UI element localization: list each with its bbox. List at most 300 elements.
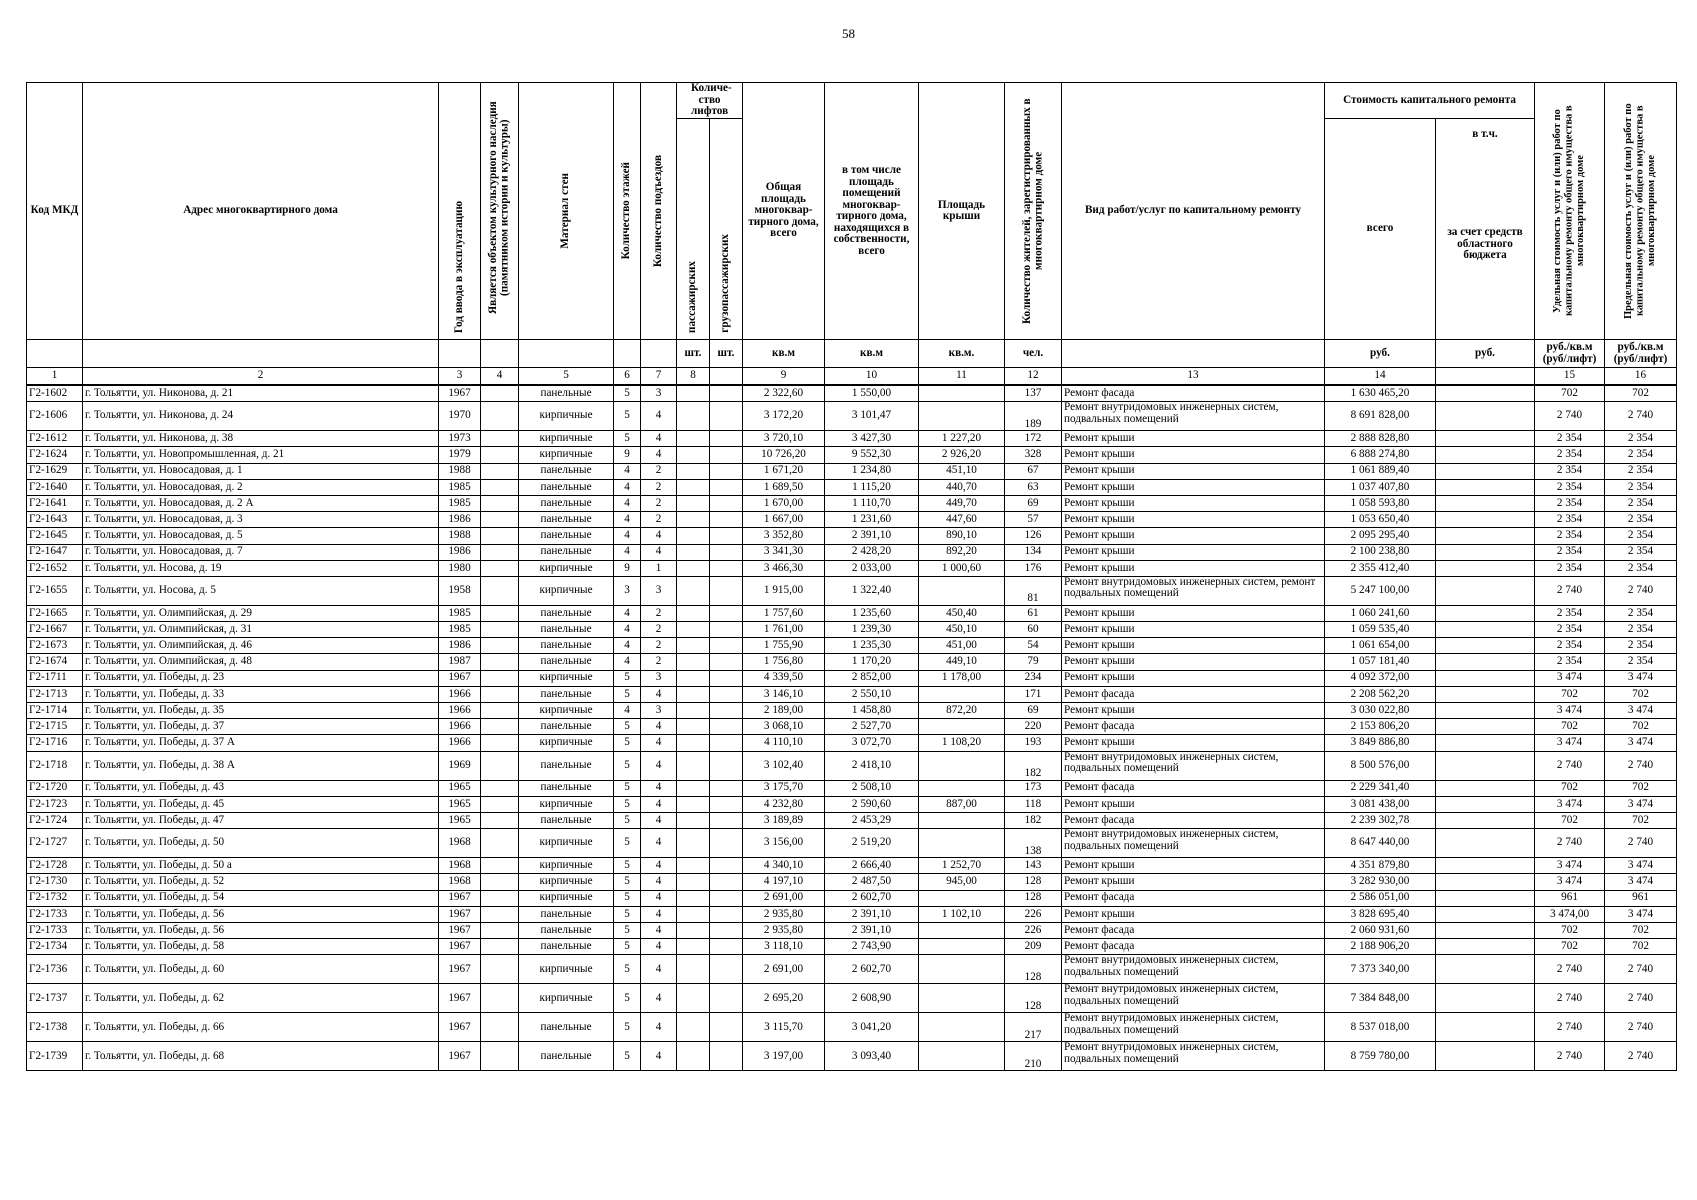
cell-cost-total: 2 153 806,20 <box>1325 719 1436 735</box>
col-number: 10 <box>825 368 919 386</box>
cell-total-area: 2 695,20 <box>743 984 825 1013</box>
cell-lifts-pass <box>677 735 710 751</box>
table-row <box>27 858 1677 874</box>
cell-lifts-pass <box>677 955 710 984</box>
table-row <box>27 560 1677 576</box>
cell-entrances: 4 <box>641 528 677 544</box>
cell-owned-area: 3 093,40 <box>825 1042 919 1071</box>
table-row <box>27 431 1677 447</box>
cell-entrances: 4 <box>641 906 677 922</box>
column-numbers <box>27 368 1677 386</box>
cell-code: Г2-1647 <box>27 544 83 560</box>
cell-max-cost: 2 740 <box>1605 984 1677 1013</box>
cell-unit-cost: 702 <box>1535 812 1605 828</box>
cell-max-cost: 2 354 <box>1605 495 1677 511</box>
table-row <box>27 984 1677 1013</box>
cell-address: г. Тольятти, ул. Победы, д. 50 <box>83 829 439 858</box>
cell-year: 1986 <box>439 512 481 528</box>
cell-material: панельные <box>519 495 614 511</box>
header-unit-cost: Удельная стоимость услуг и (или) работ по капитальному ремонту общего имущества в многоквартирном доме <box>1535 83 1605 340</box>
cell-owned-area: 1 231,60 <box>825 512 919 528</box>
header-residents: Количество жителей, зарегистрированных в многоквартирном доме <box>1005 83 1062 340</box>
cell-floors: 5 <box>614 780 641 796</box>
unit-area-roof: кв.м. <box>919 340 1005 368</box>
cell-total-area: 3 115,70 <box>743 1013 825 1042</box>
cell-material: кирпичные <box>519 874 614 890</box>
cell-unit-cost: 2 740 <box>1535 751 1605 780</box>
cell-cost-total: 1 053 650,40 <box>1325 512 1436 528</box>
cell-code: Г2-1655 <box>27 576 83 605</box>
cell-lifts-pass <box>677 402 710 431</box>
cell-roof-area: 447,60 <box>919 512 1005 528</box>
cell-floors: 5 <box>614 858 641 874</box>
cell-max-cost: 2 740 <box>1605 751 1677 780</box>
cell-heritage <box>481 703 519 719</box>
cell-floors: 4 <box>614 638 641 654</box>
cell-entrances: 4 <box>641 829 677 858</box>
col-number: 16 <box>1605 368 1677 386</box>
cell-lifts-cargo <box>710 528 743 544</box>
cell-lifts-pass <box>677 1013 710 1042</box>
cell-unit-cost: 2 354 <box>1535 654 1605 670</box>
cell-entrances: 4 <box>641 1013 677 1042</box>
cell-max-cost: 702 <box>1605 780 1677 796</box>
cell-floors: 5 <box>614 431 641 447</box>
cell-max-cost: 2 354 <box>1605 544 1677 560</box>
cell-floors: 4 <box>614 544 641 560</box>
cell-cost-total: 8 500 576,00 <box>1325 751 1436 780</box>
cell-address: г. Тольятти, ул. Олимпийская, д. 31 <box>83 622 439 638</box>
cell-max-cost: 3 474 <box>1605 906 1677 922</box>
cell-work: Ремонт крыши <box>1062 447 1325 463</box>
cell-lifts-cargo <box>710 605 743 621</box>
cell-unit-cost: 2 354 <box>1535 560 1605 576</box>
cell-total-area: 3 197,00 <box>743 1042 825 1071</box>
cell-floors: 5 <box>614 1013 641 1042</box>
cell-code: Г2-1674 <box>27 654 83 670</box>
cell-address: г. Тольятти, ул. Победы, д. 66 <box>83 1013 439 1042</box>
cell-entrances: 2 <box>641 622 677 638</box>
table-row <box>27 670 1677 686</box>
cell-lifts-pass <box>677 890 710 906</box>
header-roof-area: Площадь крыши <box>919 83 1005 340</box>
cell-material: панельные <box>519 780 614 796</box>
cell-cost-regional <box>1436 780 1535 796</box>
cell-owned-area: 9 552,30 <box>825 447 919 463</box>
cell-unit-cost: 2 740 <box>1535 829 1605 858</box>
col-number: 11 <box>919 368 1005 386</box>
cell-owned-area: 2 608,90 <box>825 984 919 1013</box>
cell-unit-cost: 2 354 <box>1535 512 1605 528</box>
cell-work: Ремонт крыши <box>1062 703 1325 719</box>
cell-year: 1985 <box>439 605 481 621</box>
cell-year: 1966 <box>439 719 481 735</box>
cell-cost-regional <box>1436 796 1535 812</box>
cell-material: панельные <box>519 1042 614 1071</box>
cell-work: Ремонт фасада <box>1062 812 1325 828</box>
cell-entrances: 2 <box>641 654 677 670</box>
cell-work: Ремонт крыши <box>1062 670 1325 686</box>
cell-work: Ремонт крыши <box>1062 479 1325 495</box>
cell-lifts-pass <box>677 495 710 511</box>
table-row <box>27 638 1677 654</box>
cell-owned-area: 1 115,20 <box>825 479 919 495</box>
cell-lifts-pass <box>677 544 710 560</box>
cell-work: Ремонт внутридомовых инженерных систем, подвальных помещений <box>1062 751 1325 780</box>
cell-lifts-cargo <box>710 890 743 906</box>
header-cost: Стоимость капитального ремонта <box>1325 83 1535 119</box>
cell-residents: 226 <box>1005 922 1062 938</box>
cell-work: Ремонт фасада <box>1062 939 1325 955</box>
cell-max-cost: 2 354 <box>1605 622 1677 638</box>
cell-heritage <box>481 858 519 874</box>
cell-year: 1979 <box>439 447 481 463</box>
cell-cost-regional <box>1436 984 1535 1013</box>
cell-cost-regional <box>1436 1042 1535 1071</box>
cell-year: 1967 <box>439 1013 481 1042</box>
cell-cost-total: 3 282 930,00 <box>1325 874 1436 890</box>
cell-residents: 128 <box>1005 984 1062 1013</box>
cell-code: Г2-1606 <box>27 402 83 431</box>
cell-unit-cost: 2 354 <box>1535 528 1605 544</box>
cell-owned-area: 3 101,47 <box>825 402 919 431</box>
cell-total-area: 2 691,00 <box>743 890 825 906</box>
cell-address: г. Тольятти, ул. Победы, д. 54 <box>83 890 439 906</box>
cell-roof-area: 451,10 <box>919 463 1005 479</box>
cell-heritage <box>481 890 519 906</box>
cell-address: г. Тольятти, ул. Никонова, д. 38 <box>83 431 439 447</box>
cell-lifts-pass <box>677 984 710 1013</box>
cell-owned-area: 2 666,40 <box>825 858 919 874</box>
cell-lifts-pass <box>677 829 710 858</box>
cell-floors: 5 <box>614 1042 641 1071</box>
cell-residents: 54 <box>1005 638 1062 654</box>
col-number: 1 <box>27 368 83 386</box>
cell-year: 1986 <box>439 638 481 654</box>
cell-address: г. Тольятти, ул. Победы, д. 38 А <box>83 751 439 780</box>
cell-floors: 3 <box>614 576 641 605</box>
table-body <box>27 385 1677 1071</box>
cell-owned-area: 2 590,60 <box>825 796 919 812</box>
cell-max-cost: 702 <box>1605 922 1677 938</box>
cell-residents: 128 <box>1005 890 1062 906</box>
header-floors: Количество этажей <box>614 83 641 340</box>
cell-roof-area: 892,20 <box>919 544 1005 560</box>
cell-roof-area <box>919 890 1005 906</box>
cell-unit-cost: 702 <box>1535 939 1605 955</box>
cell-max-cost: 3 474 <box>1605 874 1677 890</box>
cell-work: Ремонт крыши <box>1062 874 1325 890</box>
cell-entrances: 4 <box>641 447 677 463</box>
cell-code: Г2-1730 <box>27 874 83 890</box>
cell-cost-total: 3 030 022,80 <box>1325 703 1436 719</box>
cell-material: панельные <box>519 544 614 560</box>
cell-lifts-pass <box>677 447 710 463</box>
cell-residents: 63 <box>1005 479 1062 495</box>
cell-cost-total: 5 247 100,00 <box>1325 576 1436 605</box>
cell-year: 1986 <box>439 544 481 560</box>
cell-cost-regional <box>1436 447 1535 463</box>
cell-total-area: 3 146,10 <box>743 686 825 702</box>
col-number: 7 <box>641 368 677 386</box>
cell-material: кирпичные <box>519 703 614 719</box>
cell-material: панельные <box>519 479 614 495</box>
cell-owned-area: 2 743,90 <box>825 939 919 955</box>
cell-material: панельные <box>519 385 614 402</box>
cell-owned-area: 2 428,20 <box>825 544 919 560</box>
header-address: Адрес многоквартирного дома <box>83 83 439 340</box>
cell-total-area: 1 756,80 <box>743 654 825 670</box>
cell-lifts-cargo <box>710 735 743 751</box>
cell-entrances: 4 <box>641 780 677 796</box>
header-material: Материал стен <box>519 83 614 340</box>
cell-max-cost: 2 354 <box>1605 560 1677 576</box>
table-row <box>27 495 1677 511</box>
cell-year: 1968 <box>439 874 481 890</box>
cell-address: г. Тольятти, ул. Победы, д. 37 <box>83 719 439 735</box>
cell-address: г. Тольятти, ул. Победы, д. 60 <box>83 955 439 984</box>
cell-year: 1967 <box>439 1042 481 1071</box>
cell-heritage <box>481 939 519 955</box>
cell-max-cost: 3 474 <box>1605 735 1677 751</box>
cell-max-cost: 2 354 <box>1605 463 1677 479</box>
cell-floors: 4 <box>614 703 641 719</box>
cell-code: Г2-1720 <box>27 780 83 796</box>
cell-roof-area: 2 926,20 <box>919 447 1005 463</box>
cell-residents: 189 <box>1005 402 1062 431</box>
cell-heritage <box>481 812 519 828</box>
cell-roof-area <box>919 955 1005 984</box>
table-row <box>27 654 1677 670</box>
cell-cost-total: 1 058 593,80 <box>1325 495 1436 511</box>
table-row <box>27 829 1677 858</box>
col-number: 9 <box>743 368 825 386</box>
cell-roof-area <box>919 780 1005 796</box>
cell-year: 1965 <box>439 812 481 828</box>
cell-code: Г2-1718 <box>27 751 83 780</box>
cell-owned-area: 2 602,70 <box>825 955 919 984</box>
header-total-area: Общая площадь многоквар-тирного дома, всего <box>743 83 825 340</box>
unit-cost-total: руб. <box>1325 340 1436 368</box>
cell-lifts-pass <box>677 1042 710 1071</box>
cell-total-area: 1 689,50 <box>743 479 825 495</box>
cell-code: Г2-1629 <box>27 463 83 479</box>
cell-roof-area <box>919 751 1005 780</box>
cell-heritage <box>481 402 519 431</box>
cell-work: Ремонт крыши <box>1062 495 1325 511</box>
cell-cost-regional <box>1436 906 1535 922</box>
cell-cost-regional <box>1436 385 1535 402</box>
cell-work: Ремонт крыши <box>1062 654 1325 670</box>
cell-residents: 138 <box>1005 829 1062 858</box>
cell-material: панельные <box>519 528 614 544</box>
cell-heritage <box>481 1042 519 1071</box>
unit-residents: чел. <box>1005 340 1062 368</box>
cell-material: панельные <box>519 654 614 670</box>
cell-heritage <box>481 874 519 890</box>
unit-cost-regional: руб. <box>1436 340 1535 368</box>
capital-repair-table <box>26 82 1677 1071</box>
cell-roof-area: 1 252,70 <box>919 858 1005 874</box>
header-lifts-pass: пассажирских <box>677 119 710 340</box>
cell-entrances: 4 <box>641 735 677 751</box>
cell-year: 1988 <box>439 463 481 479</box>
cell-lifts-cargo <box>710 385 743 402</box>
cell-address: г. Тольятти, ул. Никонова, д. 24 <box>83 402 439 431</box>
cell-material: панельные <box>519 922 614 938</box>
header-entrances: Количество подъездов <box>641 83 677 340</box>
unit-unit-cost: руб./кв.м (руб/лифт) <box>1535 340 1605 368</box>
cell-year: 1987 <box>439 654 481 670</box>
cell-heritage <box>481 984 519 1013</box>
cell-residents: 126 <box>1005 528 1062 544</box>
cell-lifts-pass <box>677 939 710 955</box>
cell-unit-cost: 2 354 <box>1535 447 1605 463</box>
cell-code: Г2-1737 <box>27 984 83 1013</box>
cell-lifts-cargo <box>710 544 743 560</box>
cell-total-area: 3 189,89 <box>743 812 825 828</box>
cell-material: панельные <box>519 605 614 621</box>
cell-material: кирпичные <box>519 576 614 605</box>
header-cost-incl: в т.ч. <box>1436 119 1535 150</box>
cell-lifts-cargo <box>710 829 743 858</box>
cell-cost-regional <box>1436 955 1535 984</box>
cell-max-cost: 2 354 <box>1605 447 1677 463</box>
table-row <box>27 576 1677 605</box>
cell-cost-regional <box>1436 703 1535 719</box>
cell-residents: 79 <box>1005 654 1062 670</box>
cell-year: 1965 <box>439 780 481 796</box>
cell-lifts-pass <box>677 512 710 528</box>
cell-heritage <box>481 385 519 402</box>
cell-max-cost: 2 354 <box>1605 528 1677 544</box>
cell-cost-regional <box>1436 890 1535 906</box>
cell-year: 1970 <box>439 402 481 431</box>
cell-material: кирпичные <box>519 796 614 812</box>
cell-entrances: 4 <box>641 939 677 955</box>
cell-residents: 128 <box>1005 874 1062 890</box>
cell-code: Г2-1667 <box>27 622 83 638</box>
cell-entrances: 4 <box>641 812 677 828</box>
cell-roof-area: 890,10 <box>919 528 1005 544</box>
cell-entrances: 4 <box>641 686 677 702</box>
cell-floors: 4 <box>614 463 641 479</box>
cell-work: Ремонт крыши <box>1062 622 1325 638</box>
cell-lifts-cargo <box>710 638 743 654</box>
cell-code: Г2-1673 <box>27 638 83 654</box>
cell-lifts-cargo <box>710 703 743 719</box>
cell-year: 1966 <box>439 735 481 751</box>
cell-work: Ремонт крыши <box>1062 544 1325 560</box>
cell-lifts-pass <box>677 560 710 576</box>
cell-entrances: 3 <box>641 703 677 719</box>
cell-lifts-pass <box>677 906 710 922</box>
cell-cost-regional <box>1436 512 1535 528</box>
cell-cost-total: 2 229 341,40 <box>1325 780 1436 796</box>
cell-owned-area: 2 391,10 <box>825 528 919 544</box>
cell-heritage <box>481 560 519 576</box>
cell-lifts-pass <box>677 796 710 812</box>
cell-work: Ремонт внутридомовых инженерных систем, подвальных помещений <box>1062 402 1325 431</box>
cell-max-cost: 2 354 <box>1605 638 1677 654</box>
page-number: 58 <box>842 26 855 41</box>
table-row <box>27 922 1677 938</box>
cell-floors: 9 <box>614 560 641 576</box>
cell-max-cost: 3 474 <box>1605 703 1677 719</box>
cell-lifts-cargo <box>710 622 743 638</box>
cell-year: 1967 <box>439 906 481 922</box>
cell-floors: 5 <box>614 796 641 812</box>
cell-lifts-cargo <box>710 984 743 1013</box>
cell-owned-area: 2 527,70 <box>825 719 919 735</box>
cell-lifts-cargo <box>710 463 743 479</box>
cell-floors: 5 <box>614 686 641 702</box>
cell-max-cost: 2 740 <box>1605 576 1677 605</box>
cell-max-cost: 2 354 <box>1605 479 1677 495</box>
cell-residents: 60 <box>1005 622 1062 638</box>
cell-residents: 176 <box>1005 560 1062 576</box>
cell-heritage <box>481 686 519 702</box>
col-number: 14 <box>1325 368 1436 386</box>
cell-max-cost: 2 740 <box>1605 1013 1677 1042</box>
cell-lifts-cargo <box>710 431 743 447</box>
cell-floors: 5 <box>614 402 641 431</box>
cell-max-cost: 2 740 <box>1605 402 1677 431</box>
cell-work: Ремонт крыши <box>1062 638 1325 654</box>
cell-entrances: 1 <box>641 560 677 576</box>
table-row <box>27 622 1677 638</box>
cell-work: Ремонт крыши <box>1062 560 1325 576</box>
cell-work: Ремонт фасада <box>1062 890 1325 906</box>
cell-material: панельные <box>519 463 614 479</box>
cell-unit-cost: 702 <box>1535 719 1605 735</box>
cell-residents: 226 <box>1005 906 1062 922</box>
cell-material: кирпичные <box>519 829 614 858</box>
cell-cost-regional <box>1436 922 1535 938</box>
cell-year: 1967 <box>439 955 481 984</box>
cell-work: Ремонт крыши <box>1062 512 1325 528</box>
cell-floors: 5 <box>614 385 641 402</box>
col-number: 8 <box>677 368 710 386</box>
cell-total-area: 3 118,10 <box>743 939 825 955</box>
cell-material: панельные <box>519 622 614 638</box>
cell-lifts-pass <box>677 576 710 605</box>
cell-total-area: 1 670,00 <box>743 495 825 511</box>
cell-residents: 220 <box>1005 719 1062 735</box>
table-row <box>27 385 1677 402</box>
cell-code: Г2-1624 <box>27 447 83 463</box>
header-cost-regional: за счет средств областного бюджета <box>1436 150 1535 340</box>
cell-year: 1967 <box>439 939 481 955</box>
cell-residents: 143 <box>1005 858 1062 874</box>
cell-year: 1958 <box>439 576 481 605</box>
cell-roof-area: 440,70 <box>919 479 1005 495</box>
unit-lift-cargo: шт. <box>710 340 743 368</box>
cell-owned-area: 3 427,30 <box>825 431 919 447</box>
cell-roof-area: 449,70 <box>919 495 1005 511</box>
cell-code: Г2-1645 <box>27 528 83 544</box>
cell-cost-total: 2 100 238,80 <box>1325 544 1436 560</box>
cell-cost-total: 1 630 465,20 <box>1325 385 1436 402</box>
cell-entrances: 2 <box>641 605 677 621</box>
cell-residents: 61 <box>1005 605 1062 621</box>
cell-entrances: 2 <box>641 512 677 528</box>
cell-floors: 5 <box>614 812 641 828</box>
table-header <box>27 83 1677 386</box>
cell-floors: 5 <box>614 955 641 984</box>
cell-code: Г2-1739 <box>27 1042 83 1071</box>
cell-lifts-pass <box>677 463 710 479</box>
